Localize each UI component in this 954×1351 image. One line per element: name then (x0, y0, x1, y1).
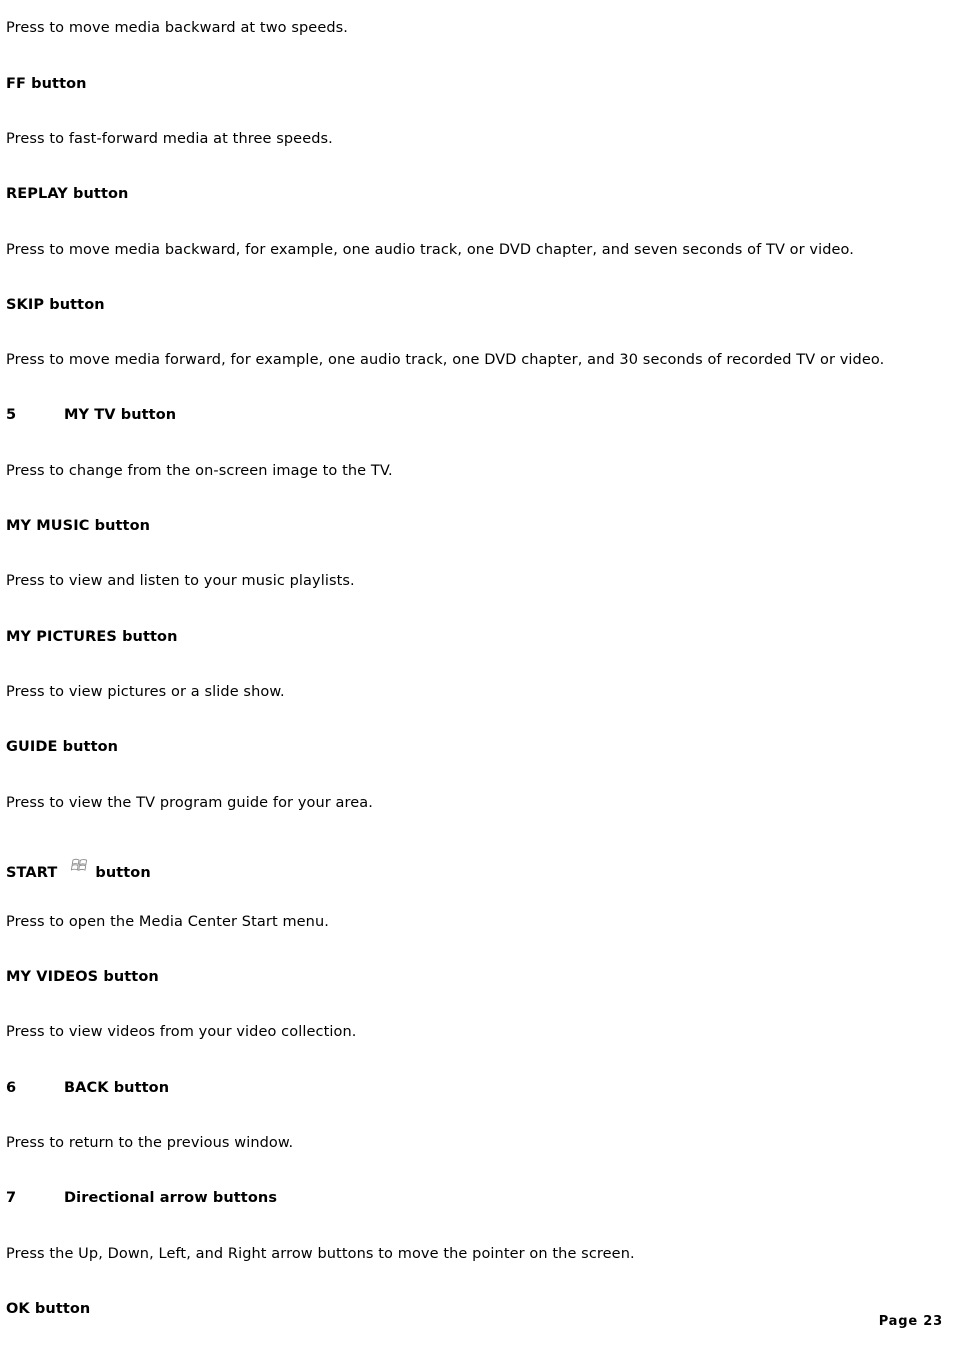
arrows-title: Directional arrow buttons (64, 1190, 278, 1206)
windows-logo-icon (71, 857, 89, 873)
replay-description: Press to move media backward, for example, one audio track, one DVD chapter, and seven seconds of TV or video. (6, 242, 854, 258)
arrows-number: 7 (6, 1190, 17, 1206)
mymusic-heading: MY MUSIC button (6, 518, 151, 534)
back-description: Press to return to the previous window. (6, 1135, 294, 1151)
start-heading (6, 857, 151, 882)
ff-heading: FF button (6, 76, 87, 92)
start-description: Press to open the Media Center Start menu. (6, 914, 329, 930)
start-title-start: START (6, 865, 58, 881)
arrows-description: Press the Up, Down, Left, and Right arrow buttons to move the pointer on the screen. (6, 1246, 635, 1262)
mytv-description: Press to change from the on-screen image to the TV. (6, 463, 393, 479)
arrows-heading (6, 1189, 277, 1207)
skip-description: Press to move media forward, for example, one audio track, one DVD chapter, and 30 seconds of recorded TV or video. (6, 352, 885, 368)
back-heading (6, 1079, 169, 1097)
myvideos-description: Press to view videos from your video collection. (6, 1024, 357, 1040)
replay-heading: REPLAY button (6, 186, 129, 202)
ff-description: Press to fast-forward media at three speeds. (6, 131, 333, 147)
mytv-heading (6, 406, 176, 424)
back-title: BACK button (64, 1080, 170, 1096)
mypictures-heading: MY PICTURES button (6, 629, 178, 645)
start-title-end: button (95, 865, 151, 881)
myvideos-heading: MY VIDEOS button (6, 969, 159, 985)
mytv-number: 5 (6, 407, 17, 423)
back-number: 6 (6, 1080, 17, 1096)
rew-description: Press to move media backward at two speeds. (6, 20, 349, 36)
guide-heading: GUIDE button (6, 739, 119, 755)
mymusic-description: Press to view and listen to your music playlists. (6, 573, 355, 589)
skip-heading: SKIP button (6, 297, 105, 313)
ok-heading: OK button (6, 1301, 91, 1317)
mypictures-description: Press to view pictures or a slide show. (6, 684, 285, 700)
mytv-title: MY TV button (64, 407, 177, 423)
page-number: Page 23 (878, 1314, 943, 1329)
guide-description: Press to view the TV program guide for your area. (6, 795, 373, 811)
